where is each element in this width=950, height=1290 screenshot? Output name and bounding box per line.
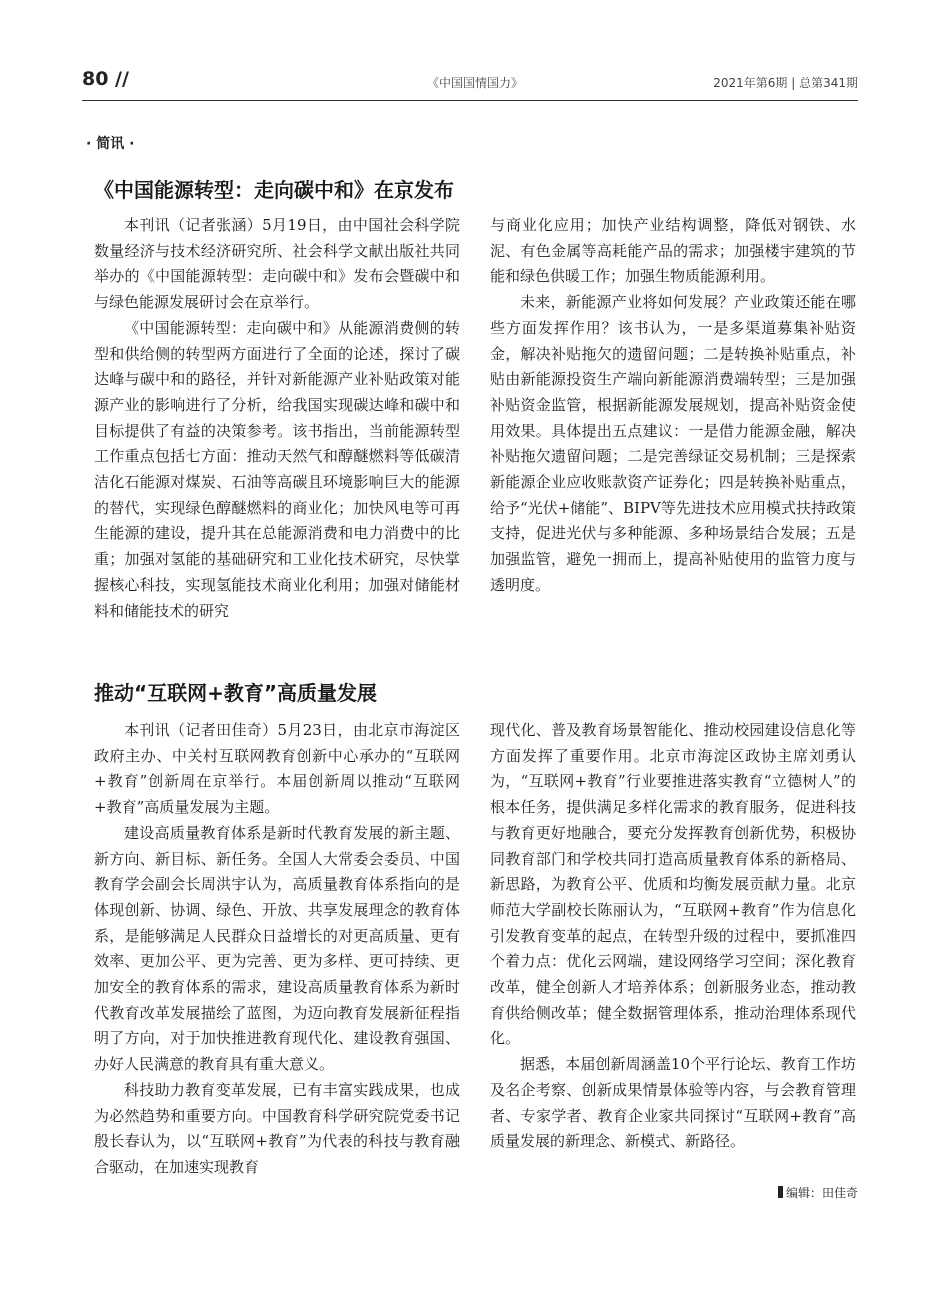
article2-left-column — [94, 718, 460, 1181]
article1-paragraph: 未来，新能源产业将如何发展？产业政策还能在哪些方面发挥作用？该书认为，一是多渠道募集补贴资金，解决补贴拖欠的遗留问题；二是转换补贴重点，补贴由新能源投资生产端向新能源消费端转型；三是加强补贴资金监管，根据新能源发展规划，提高补贴资金使用效果。具体提出五点建议：一是借力能源金融，解决补贴拖欠遗留问题；二是完善绿证交易机制；三是探索新能源企业应收账款资产证券化；四是转换补贴重点，给予“光伏+储能”、BIPV等先进技术应用模式扶持政策支持，促进光伏与多种能源、多种场景结合发展；五是加强监管，避免一拥而上，提高补贴使用的监管力度与透明度。 — [490, 293, 856, 594]
article2-right-column — [490, 718, 856, 1155]
editor-credit — [778, 1184, 858, 1201]
magazine-name: 《中国国情国力》 — [426, 76, 523, 90]
article2-paragraph: 本刊讯（记者田佳奇）5月23日，由北京市海淀区政府主办、中关村互联网教育创新中心承办的“互联网+教育”创新周在京举行。本届创新周以推动“互联网+教育”高质量发展为主题。 — [94, 721, 460, 817]
article1-left-column — [94, 213, 460, 624]
issue-info: 2021年第6期 | 总第341期 — [713, 76, 858, 90]
editor-name: 编辑：田佳奇 — [785, 1186, 858, 1200]
article1-title: 《中国能源转型：走向碳中和》在京发布 — [94, 178, 454, 202]
editor-marker-icon — [778, 1186, 783, 1198]
section-label: · 简讯 · — [86, 136, 135, 152]
article1-paragraph: 《中国能源转型：走向碳中和》从能源消费侧的转型和供给侧的转型两方面进行了全面的论述，探讨了碳达峰与碳中和的路径，并针对新能源产业补贴政策对能源产业的影响进行了分析，给我国实现碳达峰和碳中和目标提供了有益的决策参考。该书指出，当前能源转型工作重点包括七方面：推动天然气和醇醚燃料等低碳清洁化石能源对煤炭、石油等高碳且环境影响巨大的能源的替代，实现绿色醇醚燃料的商业化；加快风电等可再生能源的建设，提升其在总能源消费和电力消费中的比重；加强对氢能的基础研究和工业化技术研究，尽快掌握核心科技，实现氢能技术商业化利用；加强对储能材料和储能技术的研究 — [94, 318, 460, 620]
article1-paragraph: 与商业化应用；加快产业结构调整，降低对钢铁、水泥、有色金属等高耗能产品的需求；加强楼宇建筑的节能和绿色供暖工作；加强生物质能源利用。 — [490, 216, 856, 286]
article1-paragraph: 本刊讯（记者张涵）5月19日，由中国社会科学院数量经济与技术经济研究所、社会科学文献出版社共同举办的《中国能源转型：走向碳中和》发布会暨碳中和与绿色能源发展研讨会在京举行。 — [94, 216, 460, 312]
article2-paragraph: 据悉，本届创新周涵盖10个平行论坛、教育工作坊及名企考察、创新成果情景体验等内容，与会教育管理者、专家学者、教育企业家共同探讨“互联网+教育”高质量发展的新理念、新模式、新路径。 — [490, 1055, 856, 1151]
article1-right-column — [490, 213, 856, 599]
article2-paragraph: 科技助力教育变革发展，已有丰富实践成果，也成为必然趋势和重要方向。中国教育科学研究院党委书记殷长春认为，以“互联网+教育”为代表的科技与教育融合驱动，在加速实现教育 — [94, 1080, 460, 1176]
header-divider — [82, 100, 858, 101]
article2-paragraph: 现代化、普及教育场景智能化、推动校园建设信息化等方面发挥了重要作用。北京市海淀区政协主席刘勇认为，“互联网+教育”行业要推进落实教育“立德树人”的根本任务，提供满足多样化需求的教育服务，促进科技与教育更好地融合，要充分发挥教育创新优势，积极协同教育部门和学校共同打造高质量教育体系的新格局、新思路，为教育公平、优质和均衡发展贡献力量。北京师范大学副校长陈丽认为，“互联网+教育”作为信息化引发教育变革的起点，在转型升级的过程中，要抓准四个着力点：优化云网端，建设网络学习空间；深化教育改革，健全创新人才培养体系；创新服务业态，推动教育供给侧改革；健全数据管理体系，推动治理体系现代化。 — [490, 721, 856, 1048]
page-number: 80 // — [82, 68, 129, 90]
article2-title: 推动“互联网+教育”高质量发展 — [94, 681, 378, 705]
article2-paragraph: 建设高质量教育体系是新时代教育发展的新主题、新方向、新目标、新任务。全国人大常委会委员、中国教育学会副会长周洪宇认为，高质量教育体系指向的是体现创新、协调、绿色、开放、共享发展理念的教育体系，是能够满足人民群众日益增长的对更高质量、更有效率、更加公平、更为完善、更为多样、更可持续、更加安全的教育体系的需求，建设高质量教育体系为新时代教育改革发展描绘了蓝图，为迈向教育发展新征程指明了方向，对于加快推进教育现代化、建设教育强国、办好人民满意的教育具有重大意义。 — [94, 823, 460, 1074]
